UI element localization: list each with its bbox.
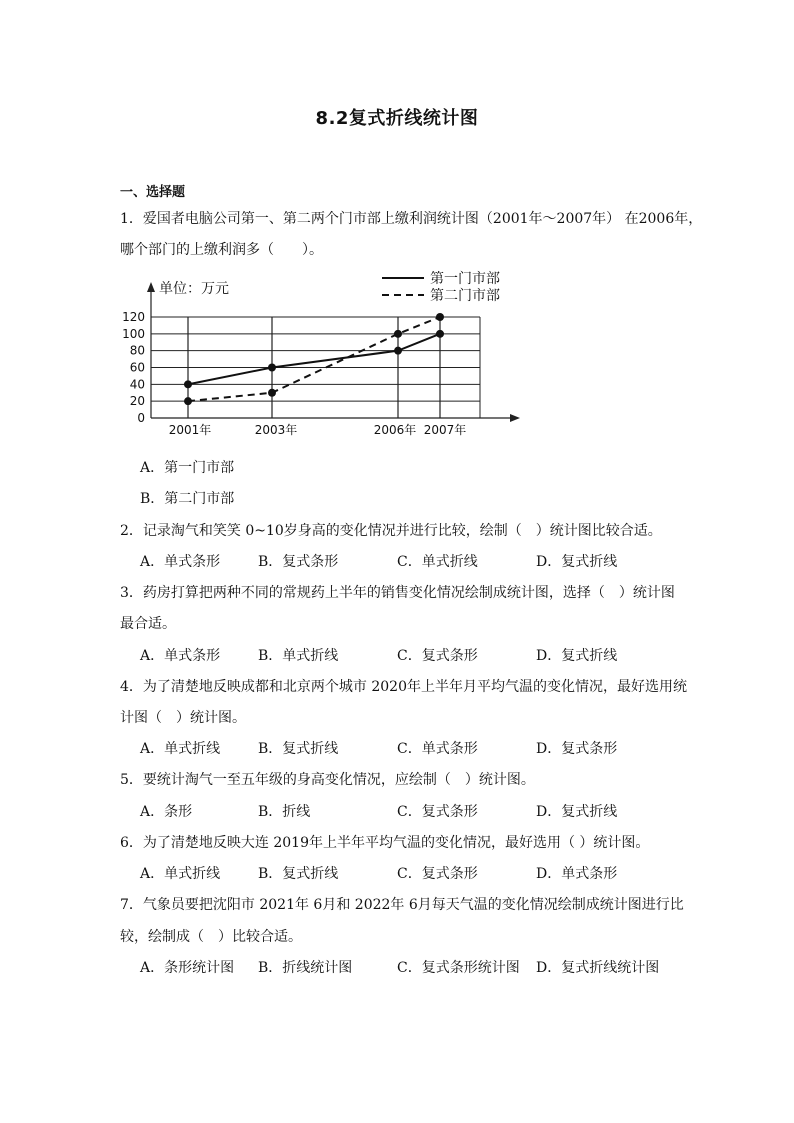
question-6-option-d[interactable]: D．单式条形 <box>536 866 618 882</box>
question-3-text-cont: 最合适。 <box>120 616 176 632</box>
chart-svg <box>118 266 538 444</box>
x-tick-label: 2001年 <box>168 423 212 437</box>
question-3-option-d[interactable]: D．复式折线 <box>536 648 618 664</box>
question-4-option-b[interactable]: B．复式折线 <box>258 741 339 757</box>
question-6-option-c[interactable]: C．复式条形 <box>397 866 478 882</box>
x-tick-label: 2007年 <box>423 423 467 437</box>
question-4-option-a[interactable]: A．单式折线 <box>140 741 221 757</box>
question-6-text: 6．为了清楚地反映大连 2019年上半年平均气温的变化情况，最好选用（ ）统计图。 <box>120 835 650 851</box>
question-2-option-c[interactable]: C．单式折线 <box>397 554 478 570</box>
x-axis-arrow <box>510 414 520 422</box>
question-7-option-c[interactable]: C．复式条形统计图 <box>397 960 520 976</box>
question-3-option-b[interactable]: B．单式折线 <box>258 648 339 664</box>
data-point <box>268 389 276 397</box>
question-1-option-a[interactable]: A．第一门市部 <box>140 460 235 476</box>
question-4-option-c[interactable]: C．单式条形 <box>397 741 478 757</box>
question-4-text-cont: 计图（ ）统计图。 <box>120 710 246 726</box>
y-axis-arrow <box>147 282 155 292</box>
question-7-option-a[interactable]: A．条形统计图 <box>140 960 235 976</box>
y-tick-label: 120 <box>122 310 145 324</box>
section-heading: 一、选择题 <box>120 185 186 200</box>
question-7-option-b[interactable]: B．折线统计图 <box>258 960 353 976</box>
question-6-option-a[interactable]: A．单式折线 <box>140 866 221 882</box>
question-6-option-b[interactable]: B．复式折线 <box>258 866 339 882</box>
question-2-option-b[interactable]: B．复式条形 <box>258 554 339 570</box>
profit-line-chart <box>118 266 538 444</box>
question-5-option-c[interactable]: C．复式条形 <box>397 804 478 820</box>
y-tick-label: 80 <box>129 343 145 358</box>
page-title: 8.2复式折线统计图 <box>315 108 479 129</box>
data-point <box>436 330 444 338</box>
x-tick-label: 2003年 <box>254 423 298 437</box>
data-point <box>184 397 192 405</box>
question-4-option-d[interactable]: D．复式条形 <box>536 741 618 757</box>
y-tick-label: 0 <box>137 411 145 425</box>
question-3-text: 3．药房打算把两种不同的常规药上半年的销售变化情况绘制成统计图，选择（ ）统计图 <box>120 585 675 601</box>
data-point <box>184 380 192 388</box>
question-2-text: 2．记录淘气和笑笑 0~10岁身高的变化情况并进行比较，绘制（ ）统计图比较合适。 <box>120 523 662 539</box>
data-point <box>394 330 402 338</box>
question-2-option-a[interactable]: A．单式条形 <box>140 554 221 570</box>
question-4-text: 4．为了清楚地反映成都和北京两个城市 2020年上半年月平均气温的变化情况，最好选用统 <box>120 679 687 695</box>
question-1-text: 1．爱国者电脑公司第一、第二两个门市部上缴利润统计图（2001年～2007年） 在2006年， <box>120 211 703 227</box>
series-line <box>188 334 440 385</box>
question-5-text: 5．要统计淘气一至五年级的身高变化情况，应绘制（ ）统计图。 <box>120 772 535 788</box>
y-tick-label: 40 <box>129 377 145 392</box>
question-5-option-a[interactable]: A．条形 <box>140 804 193 820</box>
unit-label: 单位：万元 <box>159 281 229 297</box>
series-line <box>188 317 440 401</box>
question-3-option-c[interactable]: C．复式条形 <box>397 648 478 664</box>
data-point <box>268 364 276 372</box>
x-tick-label: 2006年 <box>373 423 417 437</box>
question-3-option-a[interactable]: A．单式条形 <box>140 648 221 664</box>
question-7-text-cont: 较，绘制成（ ）比较合适。 <box>120 929 302 945</box>
data-point <box>436 313 444 321</box>
legend-label: 第一门市部 <box>430 271 500 287</box>
question-5-option-d[interactable]: D．复式折线 <box>536 804 618 820</box>
y-tick-label: 60 <box>129 360 145 375</box>
question-7-option-d[interactable]: D．复式折线统计图 <box>536 960 660 976</box>
question-1-text-cont: 哪个部门的上缴利润多（ ）。 <box>120 242 323 258</box>
legend-label: 第二门市部 <box>430 288 500 304</box>
y-tick-label: 20 <box>129 394 145 409</box>
y-tick-label: 100 <box>122 326 145 341</box>
question-7-text: 7．气象员要把沈阳市 2021年 6月和 2022年 6月每天气温的变化情况绘制成统计图进行比 <box>120 897 684 913</box>
question-2-option-d[interactable]: D．复式折线 <box>536 554 618 570</box>
data-point <box>394 347 402 355</box>
question-1-option-b[interactable]: B．第二门市部 <box>140 491 235 507</box>
question-5-option-b[interactable]: B．折线 <box>258 804 311 820</box>
